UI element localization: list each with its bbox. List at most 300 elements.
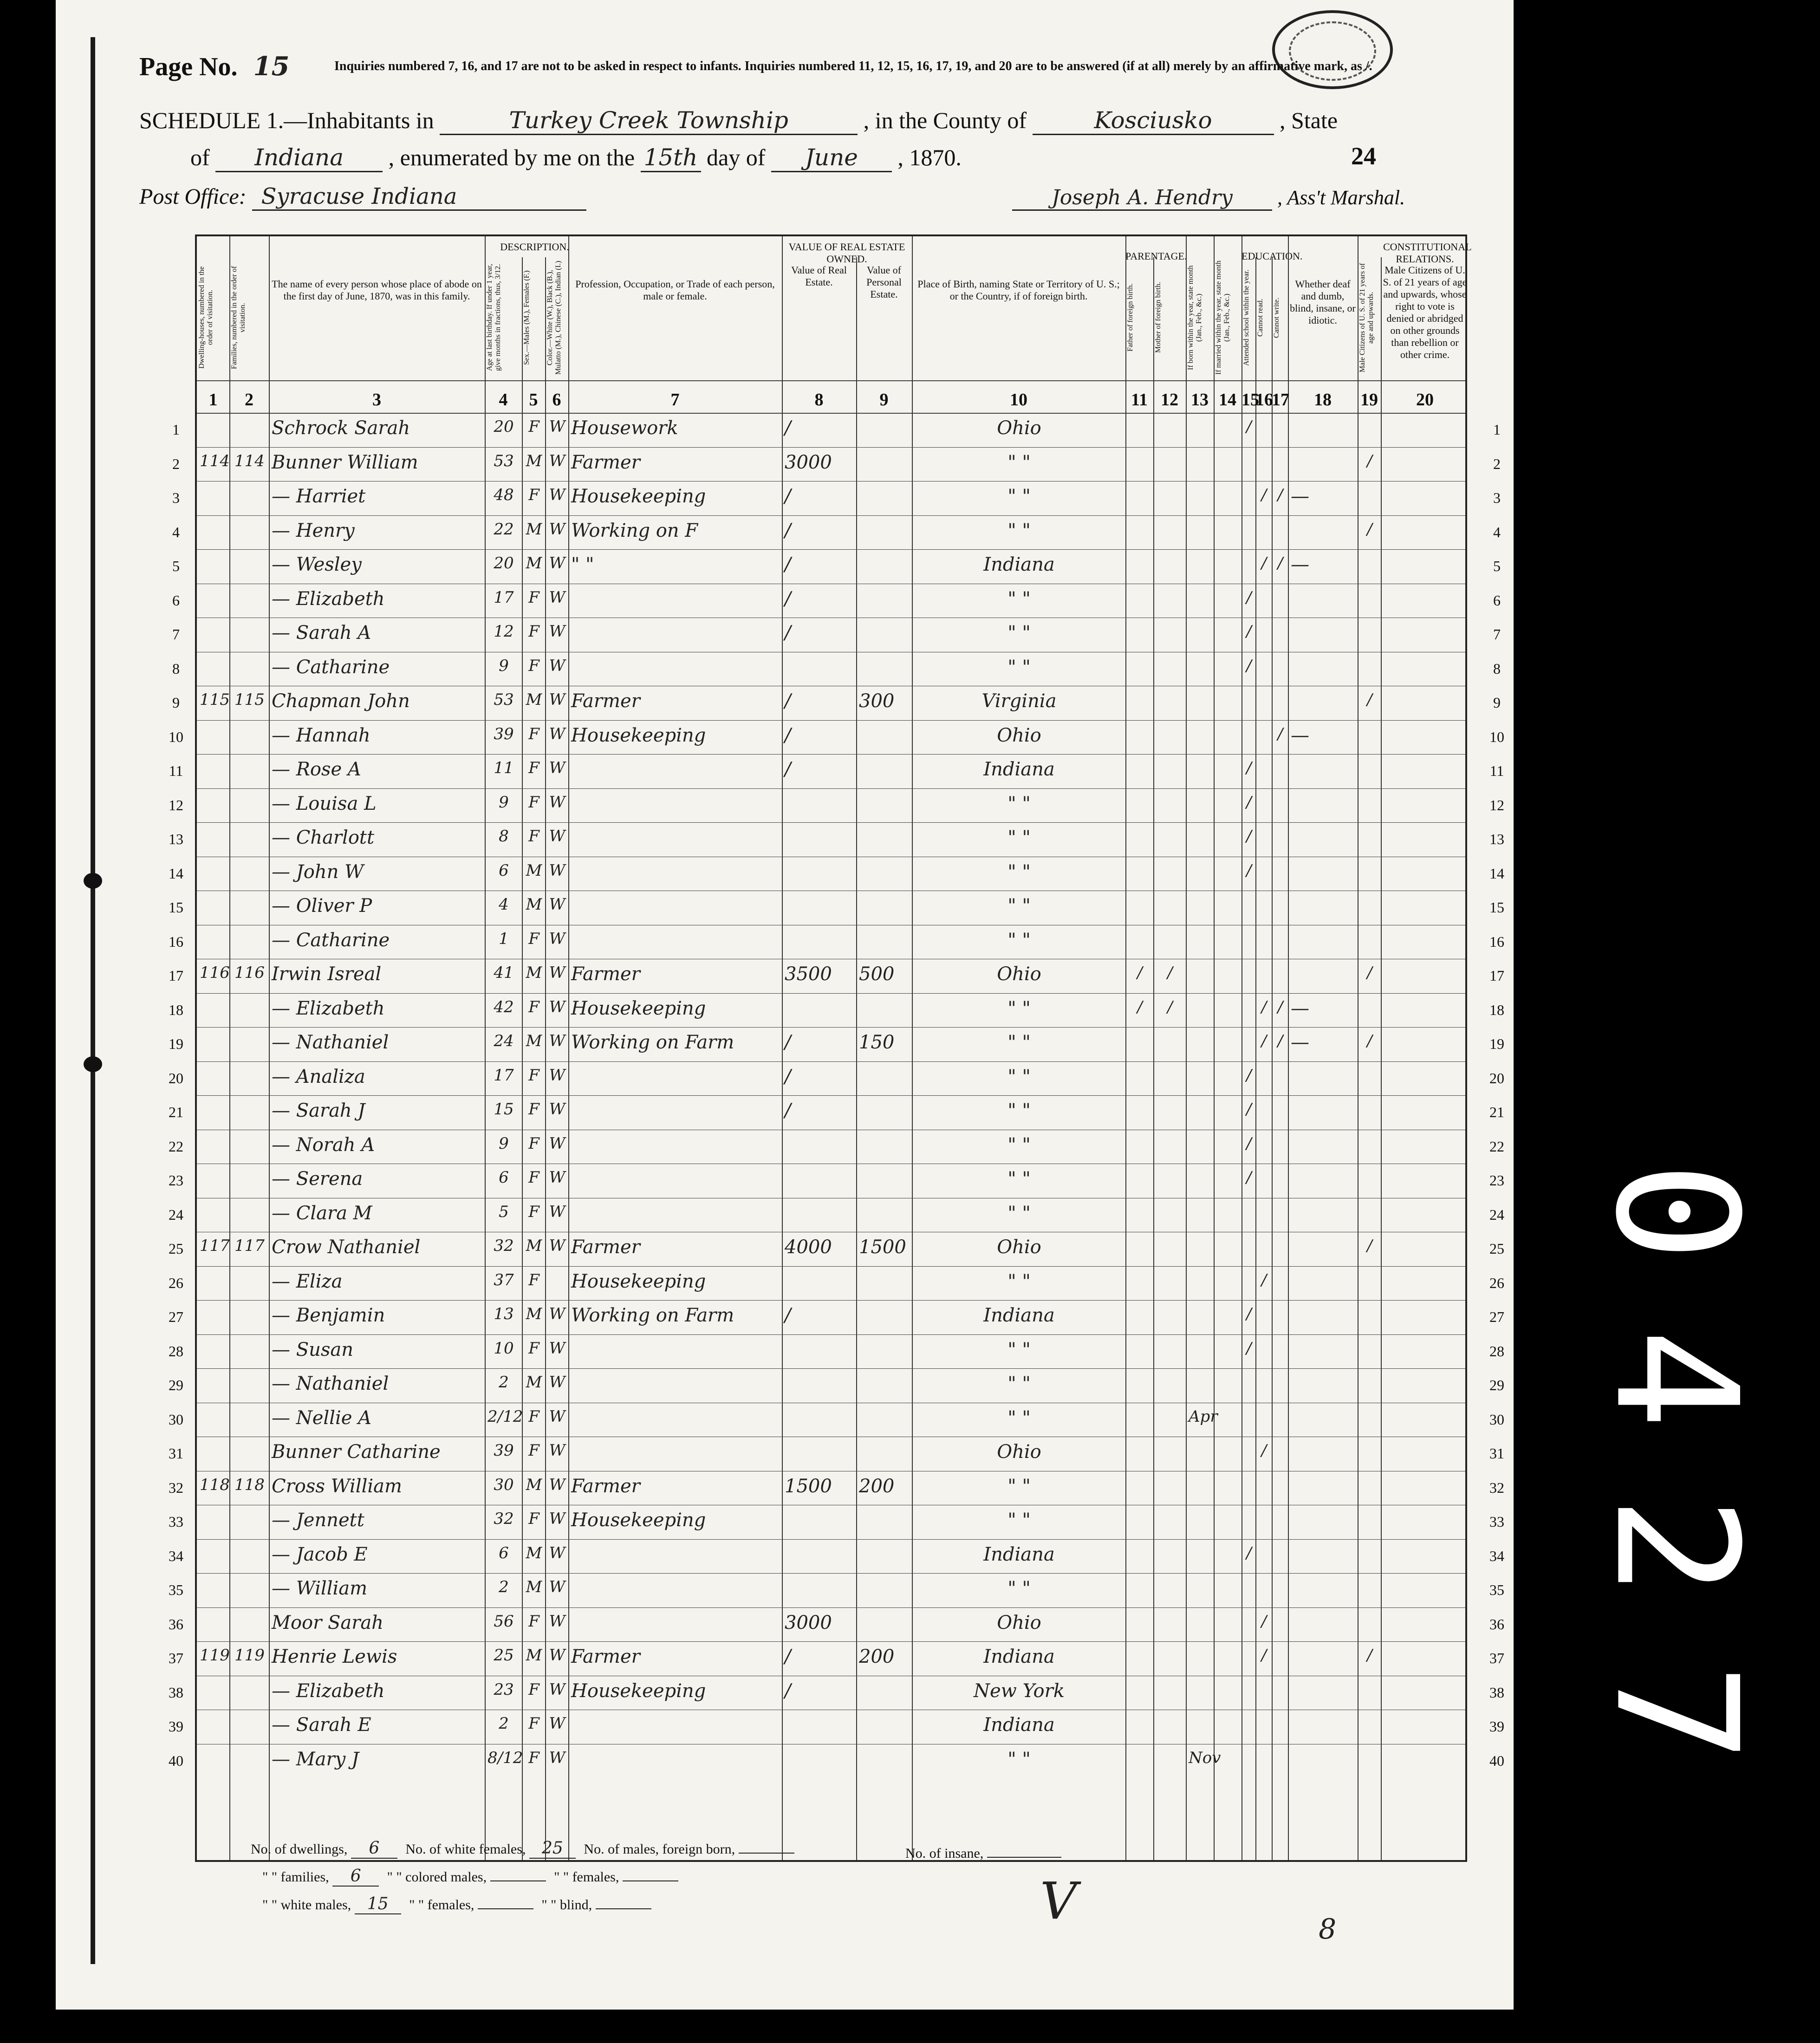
cell-sex: F	[528, 1134, 540, 1153]
table-rule	[545, 257, 546, 1860]
line-number-left: 27	[169, 1308, 183, 1325]
cell-sex: F	[528, 588, 540, 607]
line-number-right: 32	[1489, 1479, 1504, 1496]
column-header-13: If born within the year, state month (Jan., Feb., &c.)	[1187, 265, 1203, 370]
row-rule	[197, 720, 1465, 721]
cell-dw: 117	[200, 1236, 230, 1255]
line-number-right: 1	[1493, 421, 1501, 438]
film-digit: 0	[1579, 1161, 1774, 1262]
line-number-right: 33	[1489, 1513, 1504, 1530]
line-number-left: 34	[169, 1547, 183, 1564]
cell-color: W	[549, 622, 566, 641]
cell-sex: M	[526, 963, 542, 982]
row-rule	[197, 1334, 1465, 1335]
line-number-right: 40	[1489, 1752, 1504, 1769]
footer-dwellings: 6	[351, 1839, 397, 1859]
cell-occ: Farmer	[571, 1475, 640, 1497]
binding-hole	[84, 1056, 102, 1072]
cell-age: 9	[499, 793, 509, 812]
cell-c16: /	[1261, 1270, 1267, 1289]
footer-tallies: No. of dwellings, 6 No. of white females, 25 No. of males, foreign born, " " families, 6 " " colored males, " " females, " " white males, 15 " " females, " " blind,	[251, 1839, 794, 1922]
cell-c16: /	[1261, 554, 1267, 573]
cell-age: 22	[494, 520, 514, 539]
line-number-left: 21	[169, 1104, 183, 1120]
cell-dw: 118	[200, 1475, 230, 1494]
cell-age: 24	[494, 1032, 514, 1050]
line-number-right: 6	[1493, 592, 1501, 609]
cell-re: 3000	[785, 451, 832, 473]
cell-name: — Charlott	[272, 827, 375, 848]
cell-color: W	[549, 690, 566, 709]
day: 15th	[641, 144, 701, 172]
cell-c17: /	[1277, 486, 1283, 504]
line-number-right: 11	[1489, 762, 1504, 779]
cell-sex: F	[528, 793, 540, 812]
cell-birth: " "	[1008, 1373, 1031, 1394]
cell-birth: " "	[1008, 1339, 1031, 1360]
cell-birth: Ohio	[997, 963, 1041, 985]
cell-sex: M	[526, 1032, 542, 1050]
film-digit: 4	[1579, 1328, 1774, 1429]
cell-birth: " "	[1008, 1407, 1031, 1429]
cell-name: — Nathaniel	[272, 1032, 389, 1053]
cell-occ: Housekeeping	[571, 1680, 706, 1702]
official-stamp	[1272, 10, 1393, 89]
cell-age: 48	[494, 486, 514, 504]
cell-sex: F	[528, 1339, 540, 1358]
cell-name: Cross William	[272, 1475, 402, 1497]
column-header-11: Father of foreign birth.	[1126, 283, 1134, 352]
line-number-right: 39	[1489, 1718, 1504, 1735]
census-page	[56, 0, 1514, 2010]
cell-re: 1500	[785, 1475, 832, 1497]
county-label: , in the County of	[863, 107, 1027, 133]
cell-age: 11	[494, 759, 514, 777]
cell-sex: F	[528, 1612, 540, 1631]
of-label: of	[190, 144, 210, 170]
cell-c19: /	[1367, 1032, 1372, 1050]
cell-color: W	[549, 417, 566, 436]
cell-sex: M	[526, 554, 542, 573]
cell-c17: /	[1277, 554, 1283, 573]
cell-color: W	[549, 1475, 566, 1494]
cell-name: — Sarah E	[272, 1714, 371, 1736]
table-rule	[269, 236, 270, 1860]
cell-occ: Housework	[571, 417, 678, 439]
footer-families: 6	[332, 1867, 379, 1887]
cell-age: 4	[499, 895, 509, 914]
cell-re: /	[785, 1305, 791, 1326]
cell-re: /	[785, 554, 791, 575]
line-number-left: 40	[169, 1752, 183, 1769]
group-constitutional: CONSTITUTIONAL RELATIONS.	[1383, 241, 1472, 265]
cell-occ: Housekeeping	[571, 486, 706, 507]
cell-sex: F	[528, 997, 540, 1016]
cell-age: 53	[494, 690, 514, 709]
cell-birth: " "	[1008, 827, 1031, 848]
line-number-right: 27	[1489, 1308, 1504, 1325]
film-number	[1579, 1114, 1820, 2043]
column-header-5: Sex.—Males (M.), Females (F.)	[523, 270, 531, 365]
cell-c15: /	[1246, 622, 1252, 641]
cell-age: 13	[494, 1305, 514, 1323]
cell-name: Henrie Lewis	[272, 1646, 397, 1667]
line-number-right: 29	[1489, 1377, 1504, 1393]
cell-dw: 119	[200, 1646, 230, 1665]
line-number-right: 12	[1489, 796, 1504, 813]
cell-age: 39	[494, 724, 514, 743]
cell-re: /	[785, 588, 791, 610]
cell-birth: " "	[1008, 1509, 1031, 1531]
cell-birth: Indiana	[983, 1646, 1055, 1667]
table-rule	[1255, 257, 1256, 1860]
group-parentage: PARENTAGE.	[1125, 250, 1187, 262]
cell-color: W	[549, 929, 566, 948]
group-value: VALUE OF REAL ESTATE OWNED.	[788, 241, 905, 265]
column-header-10: Place of Birth, naming State or Territory of U. S.; or the Country, if of foreign birth.	[917, 278, 1120, 302]
cell-c15: /	[1246, 656, 1252, 675]
cell-age: 2	[499, 1714, 509, 1733]
cell-age: 9	[499, 656, 509, 675]
cell-age: 17	[494, 1066, 514, 1085]
cell-birth: " "	[1008, 622, 1031, 644]
cell-pe: 500	[859, 963, 895, 985]
cell-birth: " "	[1008, 1578, 1031, 1599]
cell-birth: " "	[1008, 861, 1031, 883]
column-number-19: 19	[1360, 390, 1378, 410]
cell-color: W	[549, 1066, 566, 1085]
cell-birth: " "	[1008, 1748, 1031, 1770]
cell-pe: 300	[859, 690, 895, 712]
cell-color: W	[549, 1748, 566, 1767]
cell-sex: F	[528, 1748, 540, 1767]
line-number-right: 17	[1489, 967, 1504, 984]
cell-re: 3000	[785, 1612, 832, 1633]
binding-hole	[84, 873, 102, 889]
cell-occ: Housekeeping	[571, 1509, 706, 1531]
census-table	[169, 234, 1504, 1862]
cell-sex: M	[526, 1373, 542, 1392]
cell-color: W	[549, 1612, 566, 1631]
table-rule	[1153, 257, 1154, 1860]
line-number-left: 16	[169, 933, 183, 950]
cell-name: — Jennett	[272, 1509, 364, 1531]
cell-color: W	[549, 1578, 566, 1596]
line-number-left: 35	[169, 1581, 183, 1598]
cell-name: Irwin Isreal	[272, 963, 382, 985]
cell-occ: Farmer	[571, 1646, 640, 1667]
month: June	[771, 144, 892, 172]
row-rule	[197, 549, 1465, 550]
cell-age: 15	[494, 1100, 514, 1119]
cell-name: Crow Nathaniel	[272, 1236, 421, 1258]
schedule-line	[139, 107, 1338, 135]
post-office-label: Post Office:	[139, 184, 247, 209]
cell-color: W	[549, 1646, 566, 1665]
line-number-left: 4	[172, 523, 180, 540]
cell-c15: /	[1246, 1134, 1252, 1153]
cell-name: Chapman John	[272, 690, 410, 712]
line-number-left: 11	[169, 762, 183, 779]
cell-sex: M	[526, 1475, 542, 1494]
column-header-16: Cannot read.	[1256, 299, 1264, 337]
enumerated-label: , enumerated by me on the	[388, 144, 635, 170]
cell-c18: —	[1291, 724, 1309, 746]
line-number-right: 8	[1493, 660, 1501, 677]
cell-name: Bunner William	[272, 451, 418, 473]
row-rule	[197, 754, 1465, 755]
cell-fam: 114	[234, 451, 265, 470]
row-rule	[197, 447, 1465, 448]
cell-pe: 1500	[859, 1236, 906, 1258]
column-header-18: Whether deaf and dumb, blind, insane, or idiotic.	[1290, 278, 1356, 326]
cell-color: W	[549, 486, 566, 504]
table-rule	[229, 236, 230, 1860]
line-number-left: 36	[169, 1615, 183, 1633]
line-number-right: 35	[1489, 1581, 1504, 1598]
table-rule	[197, 380, 1465, 381]
line-number-right: 9	[1493, 694, 1501, 711]
line-number-left: 5	[172, 558, 180, 574]
footer-check-mark: V	[1040, 1871, 1077, 1931]
cell-c17: /	[1277, 1032, 1283, 1050]
cell-pe: 150	[859, 1032, 895, 1053]
cell-fam: 118	[234, 1475, 265, 1494]
cell-occ: Working on F	[571, 520, 698, 541]
cell-c19: /	[1367, 963, 1372, 982]
cell-name: — Norah A	[272, 1134, 375, 1156]
cell-c17: /	[1277, 997, 1283, 1016]
cell-sex: F	[528, 929, 540, 948]
cell-re: /	[785, 622, 791, 644]
marshal-label: , Ass't Marshal.	[1277, 186, 1405, 209]
line-number-left: 29	[169, 1377, 183, 1393]
cell-sex: M	[526, 1305, 542, 1323]
cell-age: 2/12	[488, 1407, 523, 1426]
cell-sex: F	[528, 1100, 540, 1119]
cell-re: /	[785, 1032, 791, 1053]
cell-birth: " "	[1008, 1032, 1031, 1053]
state: Indiana	[215, 144, 383, 172]
cell-re: /	[785, 690, 791, 712]
cell-name: — Nathaniel	[272, 1373, 389, 1394]
column-header-19: Male Citizens of U. S. of 21 years of age and upwards.	[1358, 263, 1375, 372]
cell-age: 8/12	[488, 1748, 523, 1767]
cell-birth: " "	[1008, 1134, 1031, 1156]
row-rule	[197, 1061, 1465, 1062]
column-number-14: 14	[1219, 390, 1236, 410]
cell-pe: 200	[859, 1475, 895, 1497]
cell-c15: /	[1246, 417, 1252, 436]
footer-mark-8: 8	[1319, 1913, 1337, 1945]
cell-name: — Rose A	[272, 759, 361, 780]
cell-age: 42	[494, 997, 514, 1016]
cell-color: W	[549, 520, 566, 539]
row-rule	[197, 993, 1465, 994]
table-rule	[856, 257, 857, 1860]
line-number-left: 20	[169, 1069, 183, 1087]
cell-name: — Serena	[272, 1168, 363, 1190]
cell-birth: " "	[1008, 1270, 1031, 1292]
cell-occ: " "	[571, 554, 594, 575]
cell-color: W	[549, 1714, 566, 1733]
cell-c15: /	[1246, 861, 1252, 880]
column-header-7: Profession, Occupation, or Trade of each person, male or female.	[575, 278, 775, 302]
row-rule	[197, 1641, 1465, 1642]
line-number-right: 15	[1489, 899, 1504, 916]
cell-c15: /	[1246, 793, 1252, 812]
cell-sex: F	[528, 1066, 540, 1085]
cell-name: — Clara M	[272, 1202, 372, 1224]
cell-re: /	[785, 1100, 791, 1121]
cell-c19: /	[1367, 1236, 1372, 1255]
cell-sex: F	[528, 1509, 540, 1528]
line-number-left: 26	[169, 1274, 183, 1291]
cell-name: — Nellie A	[272, 1407, 372, 1429]
county: Kosciusko	[1033, 107, 1274, 135]
line-number-left: 10	[169, 728, 183, 745]
cell-name: — Elizabeth	[272, 588, 385, 610]
table-rule	[485, 236, 486, 1860]
cell-color: W	[549, 554, 566, 573]
post-office: Syracuse Indiana	[252, 183, 586, 211]
cell-c18: —	[1291, 1032, 1309, 1053]
cell-color: W	[549, 1134, 566, 1153]
page-label: Page No. 15	[139, 51, 290, 82]
cell-c16: /	[1261, 1441, 1267, 1460]
cell-birth: " "	[1008, 929, 1031, 951]
marshal-name: Joseph A. Hendry	[1012, 186, 1272, 211]
cell-name: — Analiza	[272, 1066, 365, 1087]
cell-birth: Indiana	[983, 759, 1055, 780]
column-number-5: 5	[529, 390, 538, 410]
cell-sex: F	[528, 417, 540, 436]
cell-birth: New York	[974, 1680, 1065, 1702]
cell-birth: " "	[1008, 1168, 1031, 1190]
township: Turkey Creek Township	[440, 107, 858, 135]
column-number-16: 16	[1255, 390, 1273, 410]
cell-c16: /	[1261, 1032, 1267, 1050]
line-number-left: 18	[169, 1001, 183, 1018]
cell-name: — John W	[272, 861, 364, 883]
cell-age: 6	[499, 1543, 509, 1562]
line-number-right: 25	[1489, 1240, 1504, 1257]
cell-age: 9	[499, 1134, 509, 1153]
line-number-right: 37	[1489, 1650, 1504, 1666]
line-number-right: 22	[1489, 1138, 1504, 1155]
cell-color: W	[549, 1680, 566, 1699]
line-number-right: 38	[1489, 1684, 1504, 1701]
line-number-left: 14	[169, 865, 183, 882]
cell-c18: —	[1291, 486, 1309, 507]
cell-birth: " "	[1008, 656, 1031, 678]
line-number-left: 19	[169, 1035, 183, 1052]
cell-name: — Sarah J	[272, 1100, 365, 1121]
column-number-12: 12	[1161, 390, 1178, 410]
line-number-right: 26	[1489, 1274, 1504, 1291]
cell-occ: Housekeeping	[571, 997, 706, 1019]
cell-name: — Benjamin	[272, 1305, 385, 1326]
line-number-right: 14	[1489, 865, 1504, 882]
column-number-11: 11	[1131, 390, 1148, 410]
cell-fam: 116	[234, 963, 265, 982]
line-number-left: 9	[172, 694, 180, 711]
line-number-right: 19	[1489, 1035, 1504, 1052]
film-digit: 2	[1579, 1496, 1774, 1596]
row-rule	[197, 788, 1465, 789]
cell-color: W	[549, 1100, 566, 1119]
cell-name: Schrock Sarah	[272, 417, 410, 439]
binding-spine	[91, 37, 95, 1964]
cell-birth: Indiana	[983, 1543, 1055, 1565]
cell-age: 20	[494, 554, 514, 573]
cell-pe: 200	[859, 1646, 895, 1667]
cell-age: 20	[494, 417, 514, 436]
line-number-left: 13	[169, 831, 183, 847]
cell-c15: /	[1246, 759, 1252, 777]
cell-name: Moor Sarah	[272, 1612, 384, 1633]
state-label: , State	[1280, 107, 1338, 133]
cell-sex: M	[526, 1646, 542, 1665]
cell-name: — Catharine	[272, 929, 390, 951]
column-number-9: 9	[879, 390, 889, 410]
cell-name: — Catharine	[272, 656, 390, 678]
cell-occ: Working on Farm	[571, 1032, 734, 1053]
cell-birth: Ohio	[997, 1612, 1041, 1633]
cell-age: 56	[494, 1612, 514, 1631]
table-rule	[1186, 236, 1187, 1860]
cell-sex: F	[528, 1407, 540, 1426]
day-of-label: day of	[707, 144, 766, 170]
column-number-20: 20	[1416, 390, 1434, 410]
cell-birth: " "	[1008, 895, 1031, 917]
cell-color: W	[549, 588, 566, 607]
sheet-number: 24	[1351, 142, 1376, 170]
table-rule	[522, 257, 523, 1860]
row-rule	[197, 1368, 1465, 1369]
cell-c17: /	[1277, 724, 1283, 743]
column-number-18: 18	[1314, 390, 1332, 410]
column-number-4: 4	[499, 390, 508, 410]
table-rule	[782, 236, 783, 1860]
line-number-left: 39	[169, 1718, 183, 1735]
cell-c19: /	[1367, 520, 1372, 539]
cell-c16: /	[1261, 997, 1267, 1016]
cell-birth: Indiana	[983, 1714, 1055, 1736]
cell-occ: Farmer	[571, 690, 640, 712]
cell-sex: F	[528, 1441, 540, 1460]
cell-color: W	[549, 656, 566, 675]
column-header-12: Mother of foreign birth.	[1154, 282, 1162, 353]
footer-insane: No. of insane,	[905, 1846, 1061, 1861]
enumeration-line	[190, 144, 962, 172]
column-number-8: 8	[814, 390, 824, 410]
table-rule	[1214, 236, 1215, 1860]
cell-age: 5	[499, 1202, 509, 1221]
line-number-left: 17	[169, 967, 183, 984]
line-number-right: 28	[1489, 1342, 1504, 1360]
cell-age: 32	[494, 1236, 514, 1255]
cell-c18: —	[1291, 554, 1309, 575]
cell-sex: F	[528, 724, 540, 743]
cell-sex: F	[528, 1680, 540, 1699]
cell-birth: " "	[1008, 520, 1031, 541]
cell-dw: 115	[200, 690, 230, 709]
cell-c15: /	[1246, 1339, 1252, 1358]
row-rule	[197, 1607, 1465, 1608]
cell-name: — Henry	[272, 520, 355, 541]
cell-c19: /	[1367, 451, 1372, 470]
